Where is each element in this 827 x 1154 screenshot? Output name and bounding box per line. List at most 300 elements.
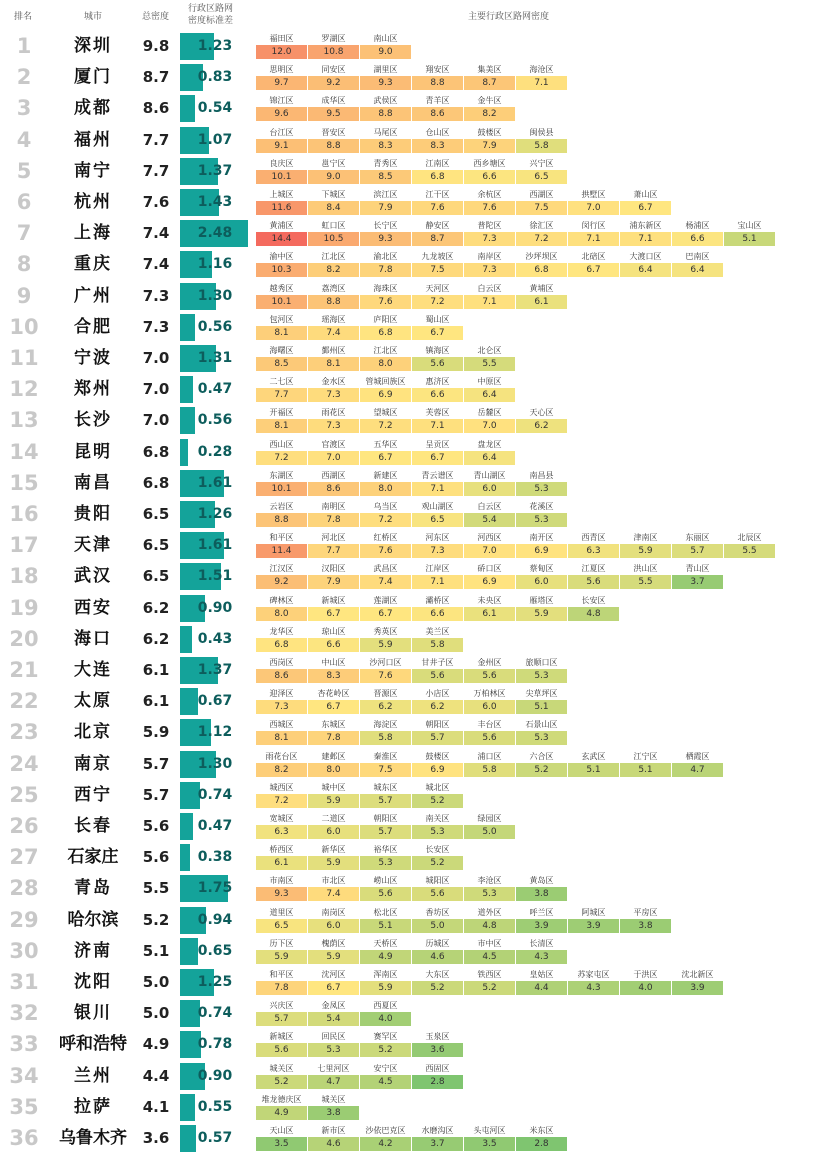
district-name: 二道区 [321,814,346,823]
district-density-cell: 8.1 [256,731,307,745]
district-name: 苏家屯区 [577,970,610,979]
district-density-cell: 6.8 [256,638,307,652]
district-density-cell: 4.6 [412,950,463,964]
district-density-cell: 5.1 [620,763,671,777]
rank-number: 34 [9,1063,39,1088]
district-density-cell: 5.3 [412,825,463,839]
district-name: 北辰区 [737,533,762,543]
district-density-cell: 6.7 [308,607,359,621]
rank-number: 30 [9,938,39,963]
district-name: 南明区 [321,502,346,511]
sd-value: 0.78 [197,1036,233,1053]
total-density-value: 7.7 [142,130,170,149]
rank-number: 2 [16,65,32,90]
district-density-cell: 9.5 [308,107,359,121]
district-name: 金州区 [477,658,502,667]
sd-value: 0.38 [197,849,233,866]
district-name: 芙蓉区 [425,408,450,418]
district-density-cell: 6.4 [620,263,671,277]
total-density-value: 6.5 [142,536,170,555]
district-density-cell: 4.3 [516,950,567,964]
district-density-cell: 5.2 [412,981,463,995]
district-name: 西青区 [581,533,606,543]
rank-number: 23 [9,720,39,745]
district-density-cell: 4.6 [308,1137,359,1151]
district-density-cell: 8.0 [360,357,411,371]
district-name: 同安区 [321,65,346,75]
district-density-cell: 4.9 [360,950,411,964]
district-density-cell: 3.5 [464,1137,515,1151]
district-density-cell: 7.9 [464,139,515,153]
city-name: 重庆 [74,254,112,275]
district-name: 青秀区 [373,158,398,168]
total-density-value: 5.9 [142,723,170,742]
sd-value: 0.47 [197,818,233,834]
sd-value: 1.23 [197,38,233,54]
district-density-cell: 6.9 [516,544,567,558]
district-density-cell: 5.3 [516,669,567,683]
rank-number: 17 [9,533,39,558]
district-density-cell: 8.3 [360,139,411,153]
district-density-cell: 4.7 [672,763,723,777]
district-density-cell: 6.2 [516,419,567,433]
total-density-value: 7.4 [142,224,170,243]
city-name: 南宁 [74,160,112,181]
rank-number: 24 [9,751,39,776]
district-name: 徐汇区 [529,221,554,231]
district-density-cell: 9.3 [360,76,411,90]
district-density-cell: 5.0 [412,919,463,933]
district-density-cell: 5.3 [464,887,515,901]
total-density-value: 6.8 [142,442,170,461]
district-name: 盘龙区 [477,439,502,449]
district-name: 安宁区 [373,1063,398,1073]
district-name: 崂山区 [373,876,398,886]
district-density-cell: 7.2 [256,451,307,465]
district-density-cell: 3.8 [516,887,567,901]
district-density-cell: 7.3 [256,700,307,714]
district-name: 津南区 [633,533,658,543]
district-name: 余杭区 [477,190,502,199]
district-density-cell: 7.3 [308,388,359,402]
district-density-cell: 9.7 [256,76,307,90]
district-name: 松北区 [373,907,398,917]
district-name: 中山区 [321,658,346,667]
sd-value: 1.31 [197,350,233,366]
sd-value: 1.30 [197,755,233,772]
district-density-cell: 7.1 [568,232,619,246]
sd-value: 0.90 [197,1067,233,1084]
sd-value: 0.74 [197,786,233,803]
district-density-cell: 5.1 [516,700,567,714]
district-name: 萧山区 [633,190,658,199]
district-name: 皇姑区 [529,970,554,979]
district-density-cell: 10.1 [256,482,307,496]
rank-number: 9 [16,283,32,308]
district-density-cell: 6.8 [412,170,463,184]
district-density-cell: 6.0 [464,700,515,714]
district-name: 西湖区 [321,470,346,480]
district-name: 长安区 [581,595,606,605]
district-name: 玉泉区 [425,1032,450,1042]
district-density-cell: 6.5 [256,919,307,933]
district-name: 河西区 [477,533,502,543]
district-name: 新市区 [321,1126,346,1135]
district-density-cell: 7.0 [464,419,515,433]
district-density-cell: 9.1 [256,139,307,153]
district-name: 鼓楼区 [425,751,450,761]
city-name: 长春 [74,816,112,836]
district-density-cell: 6.2 [360,700,411,714]
district-density-cell: 7.2 [516,232,567,246]
district-name: 新城区 [269,1032,294,1042]
district-density-cell: 8.2 [464,107,515,121]
district-density-cell: 6.1 [464,607,515,621]
district-density-cell: 10.1 [256,170,307,184]
district-density-cell: 7.1 [516,76,567,90]
district-density-cell: 7.7 [308,544,359,558]
city-name: 青岛 [74,878,112,899]
district-name: 未央区 [477,595,502,605]
city-name: 昆明 [74,441,112,462]
district-name: 水磨沟区 [421,1126,454,1135]
district-density-cell: 6.6 [412,607,463,621]
city-name: 海口 [74,628,112,649]
total-density-value: 7.0 [142,380,170,399]
district-density-cell: 7.5 [360,763,411,777]
sd-value: 0.57 [197,1130,233,1146]
district-density-cell: 5.9 [360,981,411,995]
district-density-cell: 8.1 [256,419,307,433]
city-name: 上海 [74,223,112,244]
district-name: 旅顺口区 [525,658,558,667]
district-density-cell: 3.9 [516,919,567,933]
district-name: 朝阳区 [373,814,398,823]
city-name: 长沙 [74,410,112,431]
district-name: 江南区 [425,158,450,168]
district-density-cell: 9.0 [308,170,359,184]
district-name: 江汉区 [269,564,294,574]
district-name: 迎泽区 [269,689,294,699]
sd-value: 1.12 [197,724,233,741]
district-density-cell: 8.1 [308,357,359,371]
district-density-cell: 9.2 [256,575,307,589]
district-density-cell: 5.6 [464,731,515,745]
district-density-cell: 6.5 [516,170,567,184]
district-density-cell: 5.3 [516,731,567,745]
district-density-cell: 5.6 [412,669,463,683]
district-name: 花溪区 [529,502,554,511]
district-name: 江夏区 [581,564,606,574]
district-name: 九龙坡区 [421,252,454,262]
district-name: 小店区 [425,689,450,699]
district-name: 米东区 [529,1126,554,1135]
city-name: 天津 [74,535,112,556]
district-density-cell: 5.8 [412,638,463,652]
district-name: 白云区 [477,502,502,511]
district-name: 河东区 [425,533,450,543]
district-name: 蔡甸区 [529,564,554,574]
district-density-cell: 9.2 [308,76,359,90]
district-density-cell: 5.6 [412,887,463,901]
district-density-cell: 8.2 [256,763,307,777]
district-density-cell: 5.4 [464,513,515,527]
district-name: 金牛区 [477,96,502,106]
district-density-cell: 7.6 [464,201,515,215]
district-name: 西夏区 [373,1001,398,1011]
district-name: 市北区 [321,876,346,886]
total-density-value: 6.1 [142,661,170,679]
district-name: 洪山区 [633,564,658,574]
district-name: 江岸区 [425,564,450,574]
district-density-cell: 7.3 [412,544,463,558]
city-name: 呼和浩特 [59,1034,127,1055]
district-density-cell: 7.5 [412,263,463,277]
district-density-cell: 5.7 [412,731,463,745]
rank-number: 13 [9,408,39,433]
district-density-cell: 4.8 [464,919,515,933]
district-name: 镇海区 [425,346,450,355]
total-density-value: 6.5 [142,567,170,586]
total-density-value: 7.3 [142,286,170,305]
district-density-cell: 2.8 [516,1137,567,1151]
district-density-cell: 3.8 [308,1106,359,1120]
city-name: 拉萨 [74,1096,112,1117]
district-density-cell: 9.6 [256,107,307,121]
district-name: 头屯河区 [473,1126,506,1135]
district-density-cell: 9.3 [256,887,307,901]
sd-value: 1.30 [197,287,233,304]
district-density-cell: 4.2 [360,1137,411,1151]
district-density-cell: 8.0 [256,607,307,621]
sd-value: 1.37 [197,162,233,179]
rank-number: 15 [9,470,39,495]
district-name: 静安区 [425,221,450,231]
sd-value: 1.61 [197,537,233,554]
district-name: 东城区 [321,720,346,730]
sd-value: 0.90 [197,599,233,616]
district-name: 道里区 [269,907,294,917]
header-city: 城市 [84,12,103,22]
district-name: 宽城区 [269,814,294,823]
district-name: 宝山区 [737,221,762,231]
district-name: 海淀区 [373,720,398,730]
rank-number: 29 [9,907,39,932]
district-name: 二七区 [269,377,294,387]
district-density-cell: 3.7 [412,1137,463,1151]
sd-value: 1.25 [197,974,233,990]
district-density-cell: 5.5 [464,357,515,371]
district-density-cell: 5.8 [360,731,411,745]
total-density-value: 5.5 [142,879,170,898]
district-density-cell: 8.0 [308,763,359,777]
district-density-cell: 8.2 [308,263,359,277]
rank-number: 25 [9,782,39,807]
rank-number: 16 [9,502,39,526]
city-name: 西宁 [74,784,112,805]
district-name: 观山湖区 [421,502,454,511]
rank-number: 21 [9,658,39,682]
sd-value: 0.54 [197,100,233,117]
district-density-cell: 6.1 [516,295,567,309]
district-density-cell: 8.6 [308,482,359,496]
total-density-value: 5.2 [142,910,170,929]
district-name: 城北区 [425,782,450,792]
district-name: 兴庆区 [269,1001,294,1011]
total-density-value: 6.5 [142,505,170,523]
district-name: 武侯区 [373,96,398,106]
district-name: 杨浦区 [685,221,710,231]
district-density-cell: 5.2 [464,981,515,995]
district-density-cell: 7.7 [256,388,307,402]
district-density-cell: 6.0 [464,482,515,496]
district-density-cell: 4.5 [360,1075,411,1089]
district-name: 北仑区 [477,346,502,355]
sd-value: 0.74 [197,1005,233,1022]
district-density-cell: 11.4 [256,544,307,558]
district-density-cell: 5.2 [412,856,463,870]
district-density-cell: 6.0 [516,575,567,589]
district-density-cell: 8.8 [412,76,463,90]
district-density-cell: 10.1 [256,295,307,309]
district-density-cell: 5.6 [464,669,515,683]
rank-number: 20 [9,626,39,651]
total-density-value: 7.0 [142,349,170,367]
district-name: 长宁区 [373,221,398,231]
district-name: 天心区 [529,408,554,418]
district-density-cell: 5.9 [620,544,671,558]
district-name: 朝阳区 [425,720,450,730]
district-name: 闵行区 [581,221,606,231]
district-name: 江北区 [321,252,346,262]
district-name: 黄浦区 [269,221,294,231]
district-name: 思明区 [269,65,294,75]
district-name: 城东区 [373,782,398,792]
district-density-cell: 6.7 [620,201,671,215]
district-name: 绿园区 [477,814,502,823]
district-density-cell: 8.1 [256,326,307,340]
total-density-value: 7.4 [142,255,170,274]
district-name: 长安区 [425,845,450,855]
district-name: 鼓楼区 [477,127,502,137]
district-name: 丰台区 [477,720,502,730]
district-density-cell: 8.6 [256,669,307,683]
district-name: 武昌区 [373,564,398,574]
district-density-cell: 6.0 [308,825,359,839]
district-density-cell: 6.9 [412,763,463,777]
total-density-value: 7.0 [142,411,170,430]
district-density-cell: 7.3 [464,263,515,277]
district-density-cell: 7.4 [360,575,411,589]
district-density-cell: 6.6 [412,388,463,402]
rank-number: 11 [9,346,39,370]
district-name: 长清区 [529,938,554,948]
district-density-cell: 7.1 [464,295,515,309]
district-name: 市南区 [269,876,294,886]
district-density-cell: 5.9 [308,856,359,870]
total-density-value: 5.0 [142,1004,170,1023]
district-density-cell: 5.4 [308,1012,359,1026]
rank-number: 7 [16,221,32,246]
district-name: 历城区 [425,938,450,948]
district-density-cell: 8.7 [464,76,515,90]
district-name: 六合区 [529,751,554,761]
district-density-cell: 3.5 [256,1137,307,1151]
district-density-cell: 5.3 [360,856,411,870]
district-density-cell: 14.4 [256,232,307,246]
district-density-cell: 7.6 [360,544,411,558]
district-density-cell: 5.5 [620,575,671,589]
district-density-cell: 5.3 [308,1043,359,1057]
district-name: 杏花岭区 [317,689,350,699]
city-name: 合肥 [74,316,112,337]
city-name: 武汉 [74,566,112,587]
city-name: 郑州 [74,379,112,400]
district-name: 普陀区 [477,221,502,231]
total-density-value: 5.6 [142,848,170,867]
district-density-cell: 5.6 [360,887,411,901]
header-density: 总密度 [142,12,170,22]
district-density-cell: 7.4 [308,326,359,340]
city-name: 杭州 [74,192,112,212]
district-density-cell: 4.9 [256,1106,307,1120]
district-name: 琼山区 [321,626,346,636]
district-density-cell: 6.7 [360,607,411,621]
district-name: 城关区 [321,1094,346,1104]
district-name: 江北区 [373,346,398,355]
district-name: 和平区 [269,970,294,979]
district-density-cell: 5.5 [724,544,775,558]
district-name: 南岗区 [321,907,346,917]
district-name: 邕宁区 [321,158,346,168]
district-density-cell: 8.5 [256,357,307,371]
district-density-cell: 6.0 [308,919,359,933]
district-density-cell: 5.2 [516,763,567,777]
district-name: 虹口区 [321,221,346,231]
city-name: 哈尔滨 [67,909,119,930]
district-density-cell: 10.5 [308,232,359,246]
city-name: 贵阳 [74,504,112,524]
district-name: 和平区 [269,533,294,543]
total-density-value: 8.7 [142,68,170,87]
rank-number: 26 [9,814,39,838]
district-name: 浦口区 [477,751,502,761]
district-name: 西湖区 [529,190,554,199]
district-density-cell: 8.5 [360,170,411,184]
district-name: 沙河口区 [369,658,402,667]
city-name: 太原 [74,691,112,712]
district-name: 历下区 [269,938,294,948]
district-name: 管城回族区 [365,377,406,387]
district-density-cell: 12.0 [256,45,307,59]
district-name: 尖草坪区 [525,689,558,699]
sd-value: 1.61 [197,474,233,491]
district-name: 万柏林区 [473,689,506,699]
district-density-cell: 7.1 [412,575,463,589]
city-name: 厦门 [74,67,112,88]
district-name: 甘井子区 [421,658,454,667]
district-density-cell: 7.0 [308,451,359,465]
sd-value: 0.65 [197,942,233,959]
header-districts: 主要行政区路网密度 [468,12,550,22]
district-name: 新建区 [373,470,398,480]
total-density-value: 6.2 [142,629,170,648]
city-name: 宁波 [74,348,112,368]
district-density-cell: 5.9 [360,638,411,652]
district-name: 福田区 [269,34,294,43]
district-name: 城中区 [321,782,346,792]
rank-number: 35 [9,1094,39,1119]
